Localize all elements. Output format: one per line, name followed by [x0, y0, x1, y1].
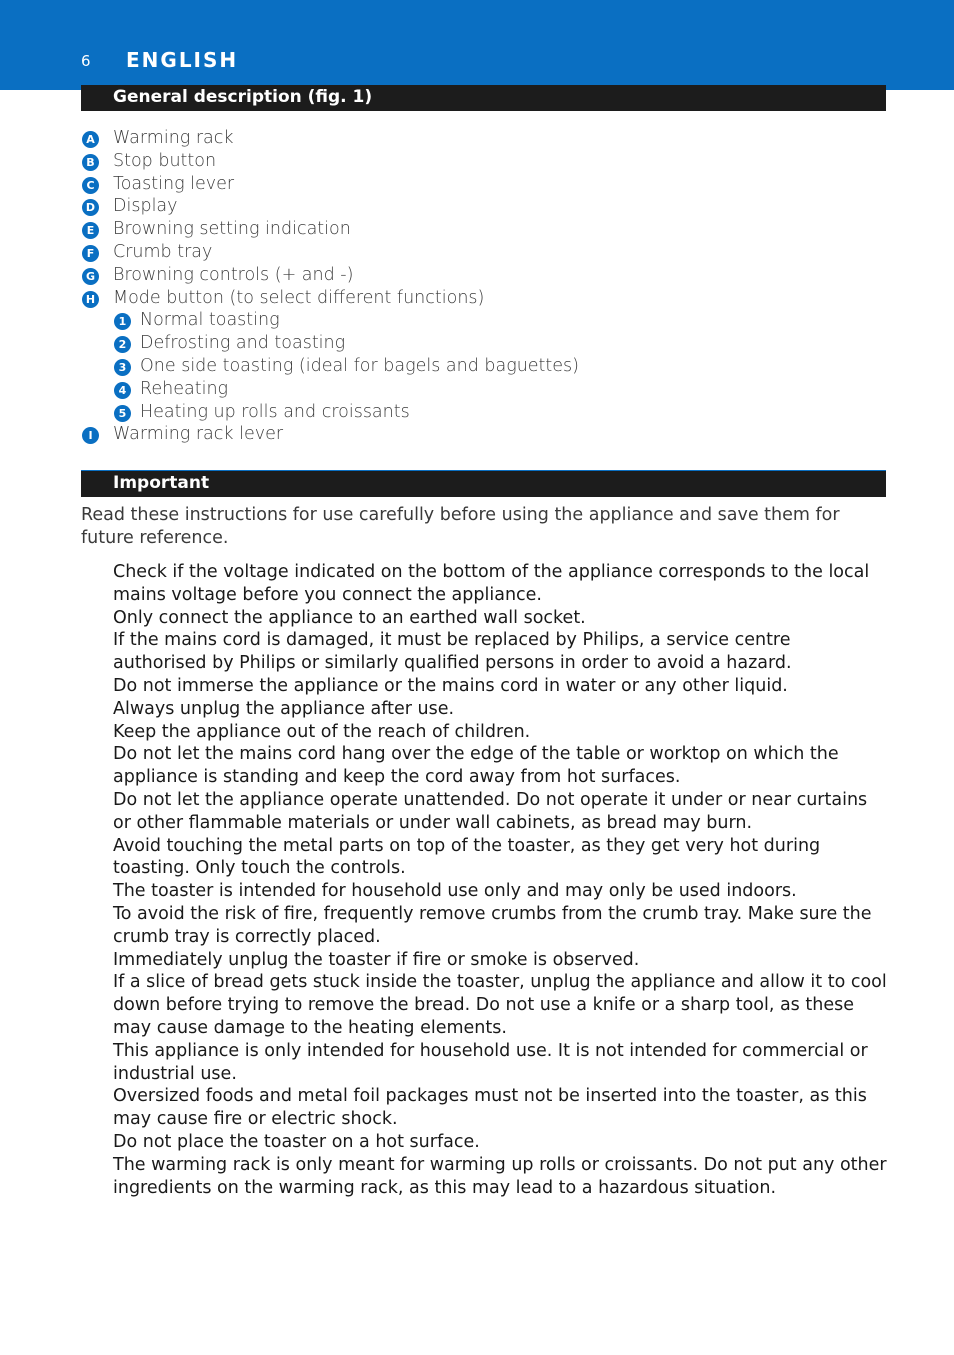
rule-item: Always unplug the appliance after use. [113, 698, 455, 719]
rule-item: If the mains cord is damaged, it must be replaced by Philips, a service centre authorised by Philips or similarly qualified persons in order to avoid a hazard. [113, 630, 792, 674]
sub-list-item [81, 333, 886, 356]
item-label: Heating up rolls and croissants [140, 401, 410, 422]
rule-item: To avoid the risk of fire, frequently remove crumbs from the crumb tray. Make sure the crumb tray is correctly placed. [113, 903, 872, 947]
list-item [81, 219, 886, 242]
marker-badge: D [82, 199, 99, 216]
list-item [81, 174, 886, 197]
item-label: Stop button [113, 150, 217, 171]
item-label: Warming rack lever [113, 424, 284, 445]
list-item [81, 128, 886, 151]
marker-badge: 2 [114, 336, 131, 353]
list-item [81, 424, 886, 447]
rule-item: If a slice of bread gets stuck inside the toaster, unplug the appliance and allow it to cool down before trying to remove the bread. Do not use a knife or a sharp tool, as these may cause damage to the heating elements. [113, 972, 887, 1038]
item-label: Reheating [140, 378, 229, 399]
marker-badge: I [82, 427, 99, 444]
rule-item: Avoid touching the metal parts on top of the toaster, as they get very hot during toasting. Only touch the controls. [113, 835, 821, 879]
rule-item: Only connect the appliance to an earthed wall socket. [113, 607, 586, 628]
page-number: 6 [81, 52, 91, 70]
rule-item: Immediately unplug the toaster if fire or smoke is observed. [113, 949, 640, 970]
intro-paragraph: Read these instructions for use carefully before using the appliance and save them for future reference. [81, 505, 840, 548]
section-title-important: Important [113, 473, 210, 493]
marker-badge: E [82, 222, 99, 239]
marker-badge: F [82, 245, 99, 262]
rule-item: Oversized foods and metal foil packages must not be inserted into the toaster, as this may cause fire or electric shock. [113, 1086, 867, 1130]
item-label: Normal toasting [140, 310, 280, 331]
item-label: Toasting lever [113, 173, 235, 194]
marker-badge: A [82, 131, 99, 148]
item-label: Browning controls (+ and -) [113, 264, 354, 285]
item-label: Browning setting indication [113, 219, 351, 240]
marker-badge: B [82, 154, 99, 171]
sub-list-item [81, 402, 886, 425]
marker-badge: 1 [114, 313, 131, 330]
header-banner [0, 0, 954, 90]
list-item [81, 265, 886, 288]
list-item [81, 288, 886, 311]
section-title-general: General description (fig. 1) [113, 87, 373, 107]
rule-item: Keep the appliance out of the reach of children. [113, 721, 531, 742]
marker-badge: C [82, 177, 99, 194]
list-item [81, 196, 886, 219]
rule-item: The warming rack is only meant for warming up rolls or croissants. Do not put any other ingredients on the warming rack, as this may lead to a hazardous situation. [113, 1154, 887, 1198]
section-bar-general [81, 84, 886, 111]
sub-list-item [81, 379, 886, 402]
item-label: One side toasting (ideal for bagels and baguettes) [140, 355, 579, 376]
marker-badge: 4 [114, 382, 131, 399]
list-item [81, 242, 886, 265]
rule-item: Do not place the toaster on a hot surface. [113, 1131, 480, 1152]
rule-item: Check if the voltage indicated on the bottom of the appliance corresponds to the local mains voltage before you connect the appliance. [113, 562, 870, 605]
section-bar-important [81, 470, 886, 497]
rule-item: This appliance is only intended for household use. It is not intended for commercial or industrial use. [113, 1040, 868, 1084]
marker-badge: H [82, 291, 99, 308]
sub-list-item [81, 310, 886, 333]
description-list [81, 128, 886, 447]
rule-item: The toaster is intended for household use only and may only be used indoors. [113, 881, 797, 902]
marker-badge: 5 [114, 405, 131, 422]
sub-list-item [81, 356, 886, 379]
marker-badge: 3 [114, 359, 131, 376]
rule-item: Do not immerse the appliance or the mains cord in water or any other liquid. [113, 675, 788, 696]
rule-item: Do not let the mains cord hang over the edge of the table or worktop on which the appliance is standing and keep the cord away from hot surfaces. [113, 744, 839, 788]
item-label: Warming rack [113, 128, 234, 148]
language-heading: ENGLISH [126, 48, 239, 72]
rule-item: Do not let the appliance operate unattended. Do not operate it under or near curtains or other flammable materials or under wall cabinets, as bread may burn. [113, 789, 868, 833]
item-label: Display [113, 196, 178, 217]
marker-badge: G [82, 268, 99, 285]
item-label: Crumb tray [113, 241, 213, 262]
item-label: Defrosting and toasting [140, 333, 346, 354]
list-item [81, 151, 886, 174]
safety-rules [113, 561, 888, 1199]
item-label: Mode button (to select different functions) [113, 287, 485, 308]
